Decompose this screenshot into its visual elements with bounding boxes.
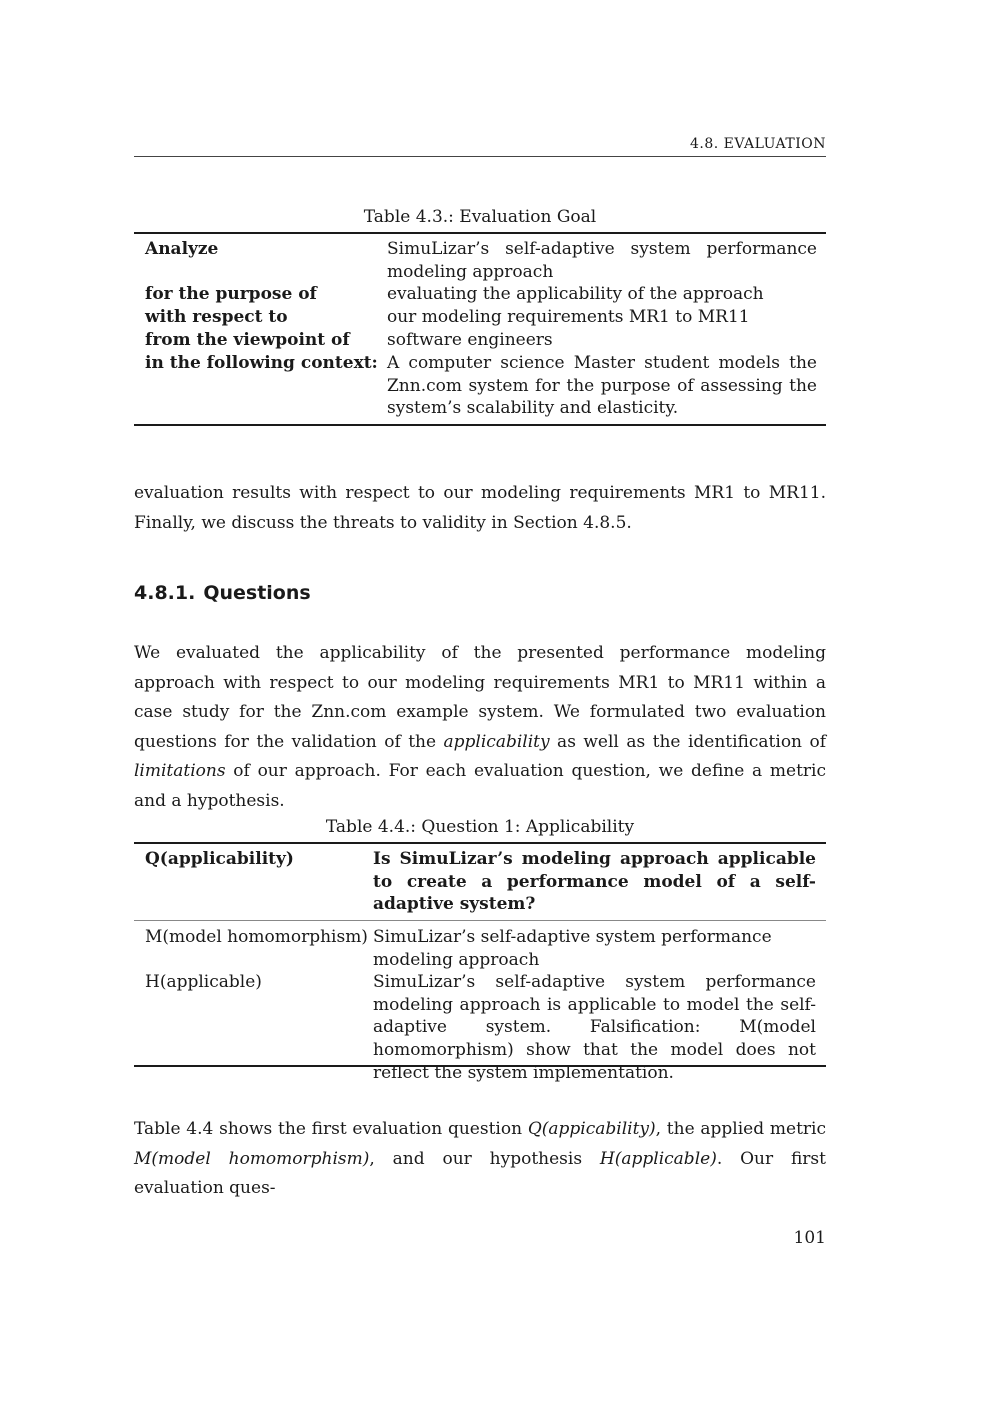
para2-text-2: as well as the identification of	[549, 731, 826, 752]
para3-emphasis-question: Q(appicability)	[527, 1119, 656, 1139]
question-label: Q(applicability)	[145, 849, 294, 869]
hypothesis-text: SimuLizar’s self-adaptive system performance modeling approach is applicable to model the self-adaptive system. Falsification: M(model homomorphism) show that the model does not reflect the system implementation.	[373, 972, 816, 1083]
hypothesis-label: H(applicable)	[145, 972, 262, 992]
goal-value-viewpoint: software engineers	[387, 330, 553, 350]
goal-value-analyze: SimuLizar’s self-adaptive system performance modeling approach	[387, 239, 817, 282]
paragraph-continuation: evaluation results with respect to our modeling requirements MR1 to MR11. Finally, we discuss the threats to validity in Section 4.8.5.	[134, 483, 826, 533]
section-heading	[134, 582, 311, 604]
goal-label-respect: with respect to	[145, 307, 288, 327]
goal-value-context: A computer science Master student models the Znn.com system for the purpose of assessing the system’s scalability and elasticity.	[387, 353, 817, 419]
table-4-4-bottom-rule	[134, 1065, 826, 1067]
paragraph-table-discussion	[134, 1115, 826, 1204]
para3-text-4: . Our first evaluation ques-	[134, 1148, 826, 1199]
goal-label-viewpoint: from the viewpoint of	[145, 330, 350, 350]
goal-label-purpose: for the purpose of	[145, 284, 317, 304]
goal-label-context: in the following context:	[145, 353, 378, 373]
para3-emphasis-hypothesis: H(applicable)	[599, 1148, 717, 1169]
page-number: 101	[793, 1228, 826, 1248]
section-number: 4.8.1.	[134, 582, 196, 604]
section-title: Questions	[203, 582, 311, 604]
para2-emphasis-limitations: limitations	[134, 761, 226, 782]
table-4-4-top-rule	[134, 842, 826, 844]
table-4-4-caption: Table 4.4.: Question 1: Applicability	[325, 817, 635, 837]
para3-emphasis-metric: M(model homomorphism)	[134, 1148, 370, 1169]
para3-text-2: , the applied metric	[655, 1119, 826, 1139]
table-4-3-caption: Table 4.3.: Evaluation Goal	[363, 207, 597, 227]
table-4-3-bottom-rule	[134, 424, 826, 426]
goal-label-analyze: Analyze	[145, 239, 219, 259]
para3-text-1: Table 4.4 shows the first evaluation question	[134, 1119, 528, 1139]
para2-text-3: of our approach. For each evaluation question, we define a metric and a hypothesis.	[134, 761, 826, 811]
question-text: Is SimuLizar’s modeling approach applicable to create a performance model of a self-adaptive system?	[373, 849, 816, 915]
paragraph-questions-intro	[134, 639, 826, 817]
running-head: 4.8. EVALUATION	[134, 136, 826, 157]
table-4-4-mid-rule	[134, 920, 826, 921]
para3-text-3: , and our hypothesis	[369, 1148, 600, 1169]
goal-value-purpose: evaluating the applicability of the approach	[387, 284, 764, 304]
para2-emphasis-applicability: applicability	[443, 731, 550, 752]
metric-label: M(model homomorphism)	[145, 927, 368, 947]
para2-text-1: We evaluated the applicability of the presented performance modeling approach with respect to our modeling requirements MR1 to MR11 within a case study for the Znn.com example system. We formulated two evaluation questions for the validation of the	[134, 643, 826, 752]
goal-value-respect: our modeling requirements MR1 to MR11	[387, 307, 750, 327]
metric-text: SimuLizar’s self-adaptive system performance modeling approach	[373, 927, 772, 970]
table-4-3-top-rule	[134, 232, 826, 234]
